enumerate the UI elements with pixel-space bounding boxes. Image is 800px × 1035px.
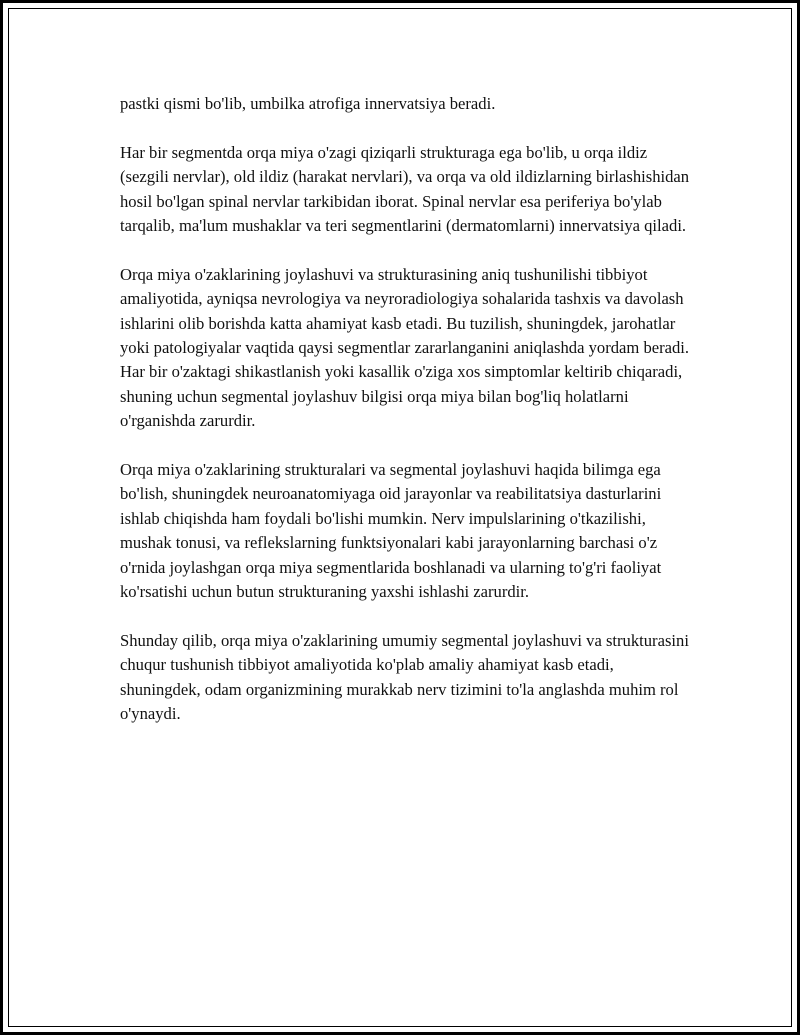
paragraph-2: Har bir segmentda orqa miya o'zagi qiziqarli strukturaga ega bo'lib, u orqa ildiz (sezgili nervlar), old ildiz (harakat nervlari), va orqa va old ildizlarning birlashishidan hosil bo'lgan spinal nervlar tarkibidan iborat. Spinal nervlar esa periferiya bo'ylab tarqalib, ma'lum mushaklar va teri segmentlarini (dermatomlarni) innervatsiya qiladi. [120, 142, 690, 236]
paragraph-4: Orqa miya o'zaklarining strukturalari va segmental joylashuvi haqida bilimga ega bo'lish, shuningdek neuroanatomiyaga oid jarayonlar va reabilitatsiya dasturlarini ishlab chiqishda ham foydali bo'lishi mumkin. Nerv impulslarining o'tkazilishi, mushak tonusi, va reflekslarning funktsiyonalari kabi jarayonlarning barchasi o'z o'rnida joylashgan orqa miya segmentlarida boshlanadi va ularning to'g'ri faoliyat ko'rsatishi uchun butun strukturaning yaxshi ishlashi zarurdir. [120, 460, 662, 602]
paragraph-1: pastki qismi bo'lib, umbilka atrofiga innervatsiya beradi. [120, 94, 496, 113]
paragraph-3: Orqa miya o'zaklarining joylashuvi va strukturasining aniq tushunilishi tibbiyot amaliyotida, ayniqsa nevrologiya va neyroradiologiya sohalarida tashxis va davolash ishlarini olib borishda katta ahamiyat kasb etadi. Bu tuzilish, shuningdek, jarohatlar yoki patologiyalar vaqtida qaysi segmentlar zararlanganini aniqlashda yordam beradi. Har bir o'zaktagi shikastlanish yoki kasallik o'ziga xos simptomlar keltirib chiqaradi, shuning uchun segmental joylashuv bilgisi orqa miya bilan bog'liq holatlarni o'rganishda zarurdir. [120, 264, 690, 431]
document-body [120, 92, 695, 751]
paragraph-5: Shunday qilib, orqa miya o'zaklarining umumiy segmental joylashuvi va strukturasini chuqur tushunish tibbiyot amaliyotida ko'plab amaliy ahamiyat kasb etadi, shuningdek, odam organizmining murakkab nerv tizimini to'la anglashda muhim rol o'ynaydi. [120, 630, 689, 724]
